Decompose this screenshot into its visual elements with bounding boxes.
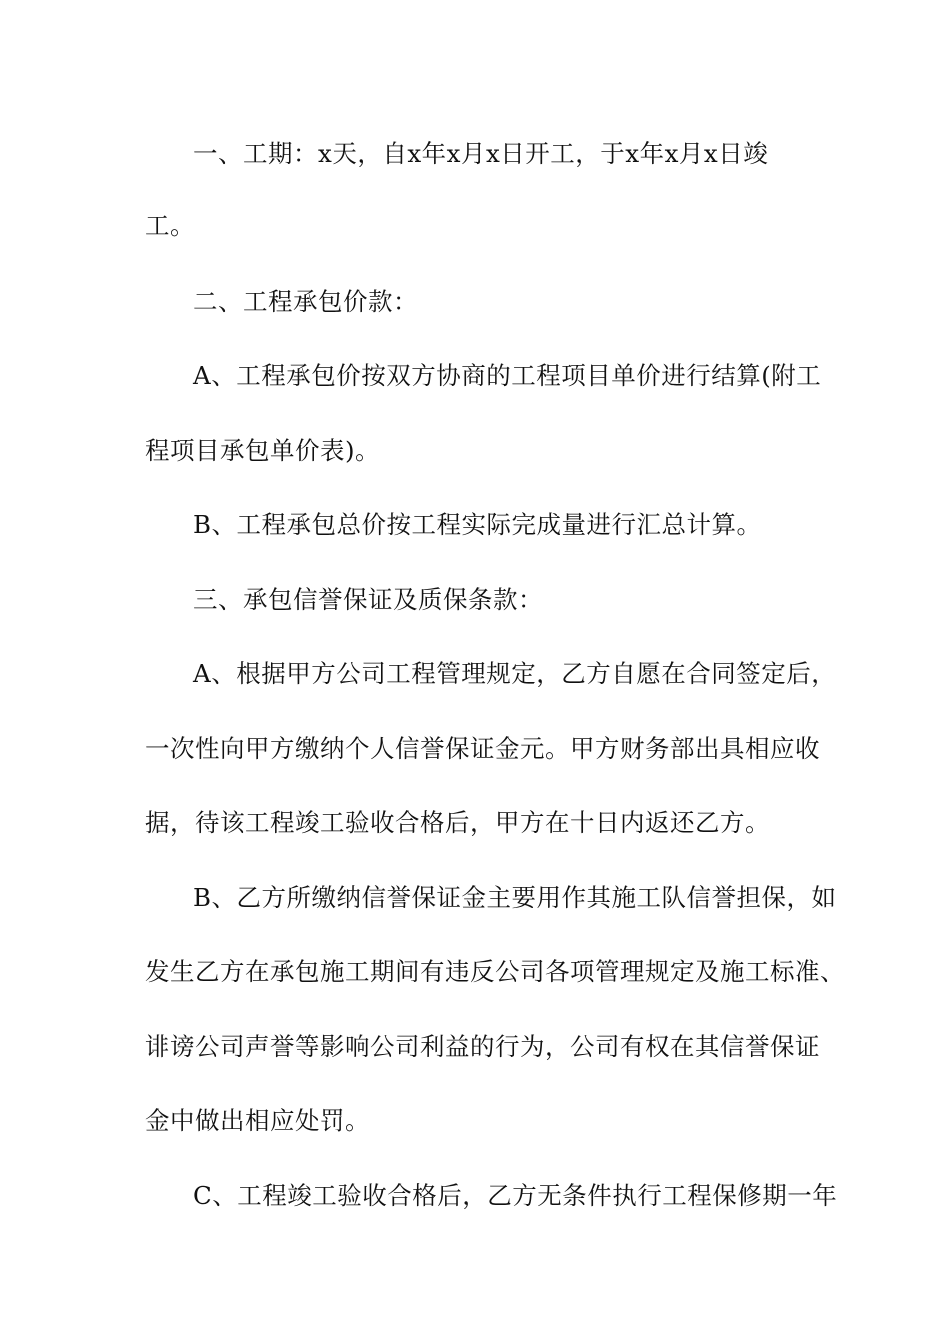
text-line: 诽谤公司声誉等影响公司利益的行为，公司有权在其信誉保证 (145, 1032, 820, 1061)
text-line: A、工程承包价按双方协商的工程项目单价进行结算(附工 (193, 361, 822, 390)
text-line: 程项目承包单价表)。 (145, 436, 381, 465)
text-line: 发生乙方在承包施工期间有违反公司各项管理规定及施工标准、 (145, 957, 845, 986)
text-line: C、工程竣工验收合格后，乙方无条件执行工程保修期一年 (193, 1181, 838, 1210)
text-line: 工。 (145, 211, 195, 240)
text-line: B、工程承包总价按工程实际完成量进行汇总计算。 (193, 510, 762, 539)
text-line: 一、工期：x天，自x年x月x日开工，于x年x月x日竣 (193, 139, 769, 168)
text-line: 金中做出相应处罚。 (145, 1106, 370, 1135)
section-heading: 二、工程承包价款： (193, 287, 418, 316)
text-line: A、根据甲方公司工程管理规定，乙方自愿在合同签定后， (193, 659, 837, 688)
text-line: 据，待该工程竣工验收合格后，甲方在十日内返还乙方。 (145, 808, 770, 837)
text-line: B、乙方所缴纳信誉保证金主要用作其施工队信誉担保，如 (193, 883, 837, 912)
text-line: 一次性向甲方缴纳个人信誉保证金元。甲方财务部出具相应收 (145, 734, 820, 763)
section-heading: 三、承包信誉保证及质保条款： (193, 585, 543, 614)
